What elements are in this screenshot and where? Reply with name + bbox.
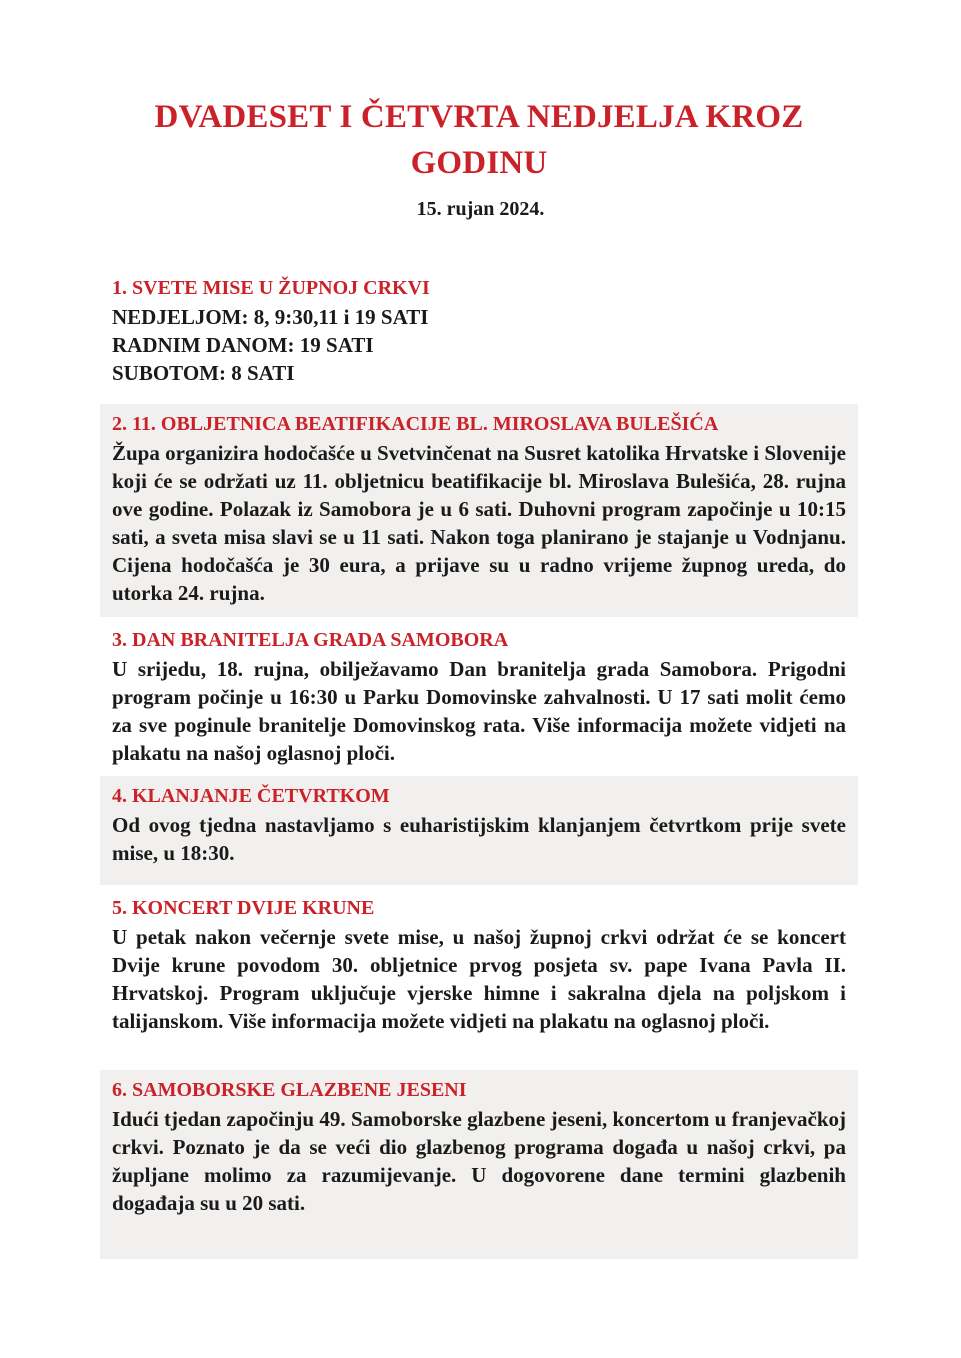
section-mass-schedule [100,268,858,395]
section-5-body: U petak nakon večernje svete mise, u našoj župnoj crkvi održat će se koncert Dvije krune povodom 30. obljetnice prvog posjeta sv. pape Ivana Pavla II. Hrvatskoj. Program uključuje vjerske himne i sakralna djela na poljskom i talijanskom. Više informacija možete vidjeti na plakatu na oglasnoj ploči. [112,925,846,1033]
section-6-heading: 6. SAMOBORSKE GLAZBENE JESENI [112,1079,467,1101]
section-4-heading: 4. KLANJANJE ČETVRTKOM [112,785,390,807]
document-title: DVADESET I ČETVRTA NEDJELJA KROZ GODINU [154,99,804,181]
section-music-autumn [100,1070,858,1259]
section-thursday-adoration [100,776,858,885]
mass-time-line-sunday: NEDJELJOM: 8, 9:30,11 i 19 SATI [112,305,429,329]
document-date: 15. rujan 2024. [416,198,545,220]
section-3-heading: 3. DAN BRANITELJA GRADA SAMOBORA [112,629,509,651]
section-4-body: Od ovog tjedna nastavljamo s euharistijskim klanjanjem četvrtkom prije svete mise, u 18:30. [112,813,846,865]
section-defenders-day [100,620,858,775]
mass-time-line-saturday: SUBOTOM: 8 SATI [112,361,295,385]
section-2-body: Župa organizira hodočašće u Svetvinčenat na Susret katolika Hrvatske i Slovenije koji će se održati uz 11. obljetnicu beatifikacije bl. Miroslava Bulešića, 28. rujna ove godine. Polazak iz Samobora je u 6 sati. Duhovni program započinje u 10:15 sati, a sveta misa slavi se u 11 sati. Nakon toga planirano je stajanje u Vodnjanu. Cijena hodočašća je 30 eura, a prijave su u radno vrijeme župnog ureda, do utorka 24. rujna. [112,441,846,605]
section-5-heading: 5. KONCERT DVIJE KRUNE [112,897,375,919]
section-3-body: U srijedu, 18. rujna, obilježavamo Dan branitelja grada Samobora. Prigodni program počinje u 16:30 u Parku Domovinske zahvalnosti. U 17 sati molit ćemo za sve poginule branitelje Domovinskog rata. Više informacija možete vidjeti na plakatu na našoj oglasnoj ploči. [112,657,846,765]
section-1-heading: 1. SVETE MISE U ŽUPNOJ CRKVI [112,277,430,299]
section-concert-two-crowns [100,888,858,1043]
section-beatification-anniversary [100,404,858,617]
section-2-heading: 2. 11. OBLJETNICA BEATIFIKACIJE BL. MIROSLAVA BULEŠIĆA [112,413,719,435]
section-6-body: Idući tjedan započinju 49. Samoborske glazbene jeseni, koncertom u franjevačkoj crkvi. Poznato je da se veći dio glazbenog programa događa u našoj crkvi, pa župljane molimo za razumijevanje. U dogovorene dane termini glazbenih događaja su u 20 sati. [112,1107,846,1215]
mass-time-line-weekday: RADNIM DANOM: 19 SATI [112,333,374,357]
